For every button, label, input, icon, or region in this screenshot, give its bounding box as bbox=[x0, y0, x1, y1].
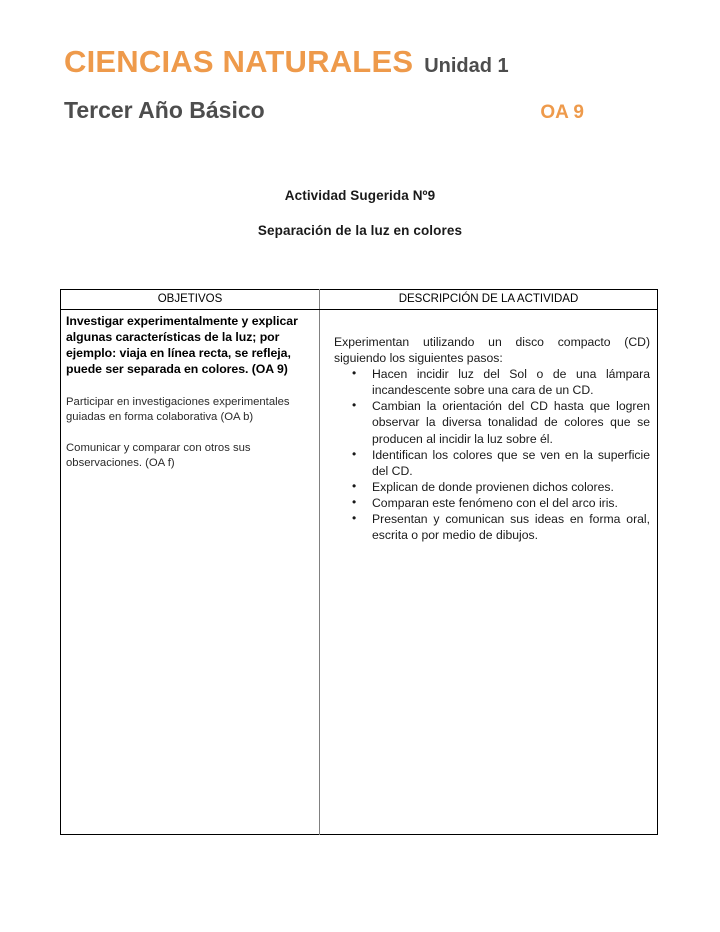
unit-label: Unidad 1 bbox=[424, 55, 509, 77]
activity-heading bbox=[0, 188, 720, 238]
list-item bbox=[334, 495, 653, 511]
column-header-objectives: OBJETIVOS bbox=[61, 290, 320, 310]
objective-secondary-text-1: Participar en investigaciones experimentales guiadas en forma colaborativa (OA b) bbox=[66, 395, 290, 423]
description-cell bbox=[320, 310, 658, 835]
step-text: Presentan y comunican sus ideas en forma oral, escrita o por medio de dibujos. bbox=[372, 512, 650, 543]
bullet-icon: • bbox=[352, 494, 357, 509]
bullet-icon: • bbox=[352, 446, 357, 461]
table-body-row bbox=[61, 310, 658, 835]
list-item bbox=[334, 479, 653, 495]
list-item bbox=[334, 447, 653, 479]
activity-name: Separación de la luz en colores bbox=[257, 223, 463, 238]
document-header bbox=[64, 44, 656, 124]
objective-main-text: Investigar experimentalmente y explicar algunas características de la luz; por ejemplo: viaja en línea recta, se refleja, puede ser separada en colores. (OA 9) bbox=[66, 314, 298, 376]
list-item bbox=[334, 511, 653, 543]
oa-code-label: OA 9 bbox=[540, 102, 584, 123]
bullet-icon: • bbox=[352, 511, 357, 526]
grade-label: Tercer Año Básico bbox=[64, 97, 265, 123]
grade-line bbox=[64, 97, 584, 124]
subject-title: CIENCIAS NATURALES bbox=[64, 44, 414, 79]
objective-secondary-text-2: Comunicar y comparar con otros sus observaciones. (OA f) bbox=[66, 442, 251, 469]
step-text: Cambian la orientación del CD hasta que logren observar la diversa tonalidad de colores que se producen al incidir la luz sobre él. bbox=[372, 399, 650, 446]
description-intro-text: Experimentan utilizando un disco compacto (CD) siguiendo los siguientes pasos: bbox=[334, 335, 650, 366]
list-item bbox=[334, 366, 653, 398]
table-header-row bbox=[61, 290, 658, 310]
bullet-icon: • bbox=[352, 366, 357, 381]
step-text: Explican de donde provienen dichos colores. bbox=[372, 479, 614, 494]
step-text: Identifican los colores que se ven en la superficie del CD. bbox=[372, 447, 650, 478]
step-text: Comparan este fenómeno con el del arco iris. bbox=[372, 495, 618, 510]
column-header-description: DESCRIPCIÓN DE LA ACTIVIDAD bbox=[320, 290, 658, 310]
bullet-icon: • bbox=[352, 398, 357, 413]
bullet-icon: • bbox=[352, 478, 357, 493]
list-item bbox=[334, 398, 653, 446]
description-steps-list bbox=[334, 366, 653, 543]
step-text: Hacen incidir luz del Sol o de una lámpara incandescente sobre una cara de un CD. bbox=[372, 367, 650, 398]
activity-number: Actividad Sugerida Nº9 bbox=[284, 188, 436, 203]
objectives-cell bbox=[61, 310, 320, 835]
activity-table bbox=[60, 289, 658, 835]
title-line bbox=[64, 44, 656, 80]
